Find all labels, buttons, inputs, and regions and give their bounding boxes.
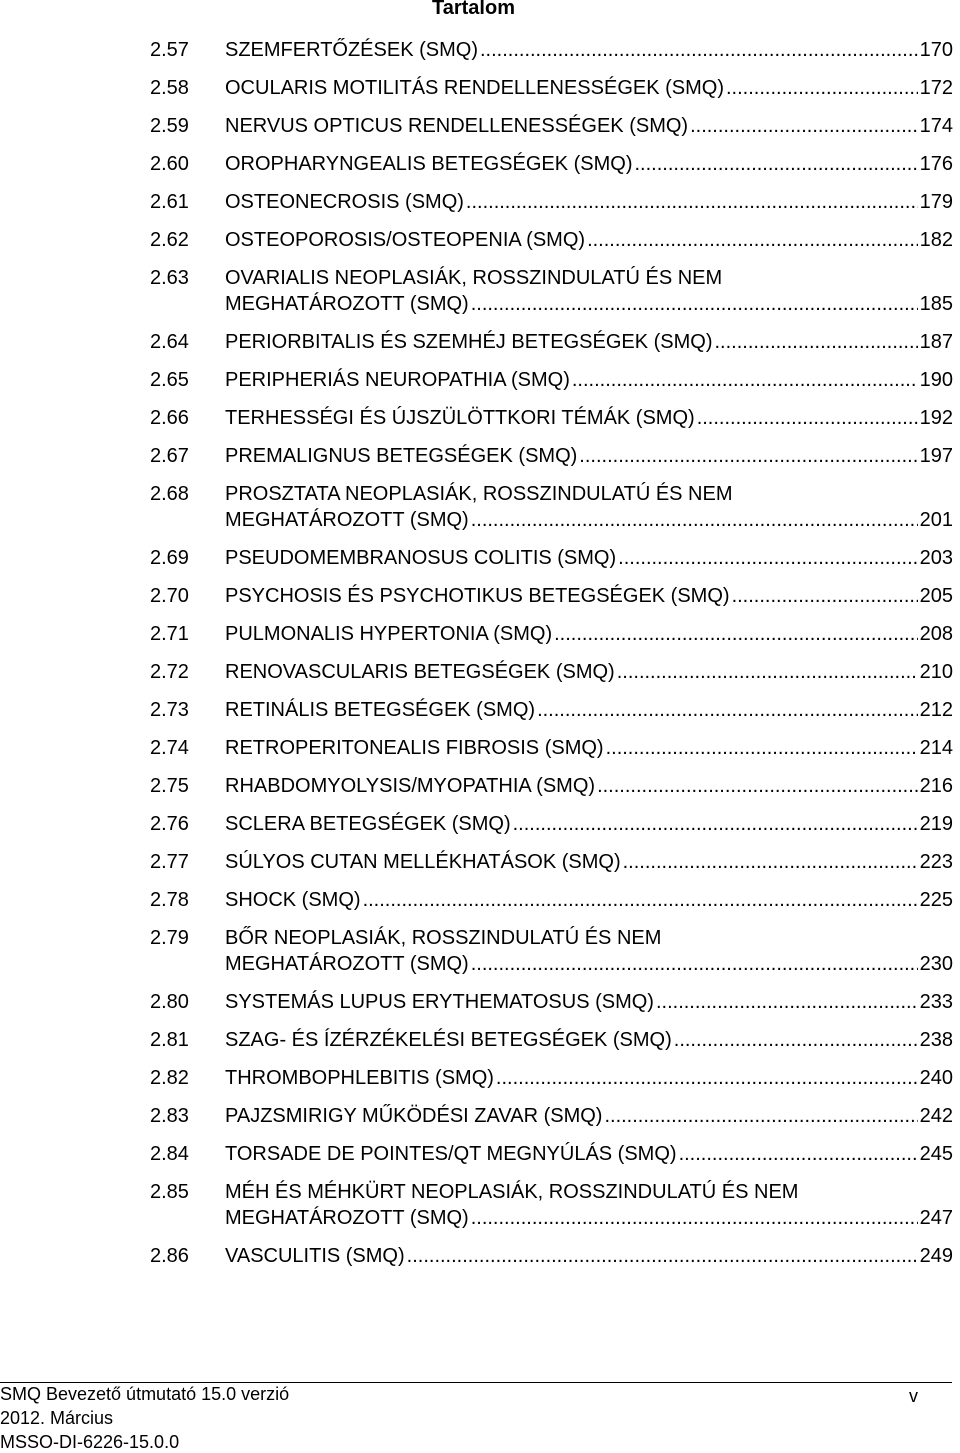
toc-entry-title-line: PROSZTATA NEOPLASIÁK, ROSSZINDULATÚ ÉS NEM xyxy=(225,483,733,505)
toc-entry-last-line xyxy=(225,697,953,723)
toc-entry-last-line xyxy=(225,811,953,837)
toc-entry-number: 2.58 xyxy=(150,77,189,99)
toc-entry[interactable] xyxy=(150,697,953,723)
toc-entry-last-line xyxy=(225,659,953,685)
toc-entry-number: 2.83 xyxy=(150,1105,189,1127)
toc-entry-page-number: 201 xyxy=(919,509,953,531)
toc-dot-leader xyxy=(726,75,918,101)
toc-dot-leader xyxy=(471,507,918,533)
toc-entry-title: OSTEOPOROSIS/OSTEOPENIA (SMQ) xyxy=(225,229,586,251)
toc-entry-body xyxy=(225,545,953,571)
toc-entry[interactable] xyxy=(150,621,953,647)
toc-dot-leader xyxy=(471,291,918,317)
toc-entry-number: 2.61 xyxy=(150,191,189,213)
toc-entry-title: PSEUDOMEMBRANOSUS COLITIS (SMQ) xyxy=(225,547,617,569)
toc-entry[interactable] xyxy=(150,37,953,63)
footer-document-title: SMQ Bevezető útmutató 15.0 verzió xyxy=(0,1384,290,1404)
toc-entry[interactable] xyxy=(150,1179,953,1231)
toc-entry-number: 2.72 xyxy=(150,661,189,683)
toc-entry-title: NERVUS OPTICUS RENDELLENESSÉGEK (SMQ) xyxy=(225,115,689,137)
toc-entry-title-line: MÉH ÉS MÉHKÜRT NEOPLASIÁK, ROSSZINDULATÚ ÉS NEM xyxy=(225,1181,799,1203)
toc-entry-last-line xyxy=(225,621,953,647)
toc-entry-body xyxy=(225,405,953,431)
toc-entry-last-line xyxy=(225,405,953,431)
toc-entry-page-number: 230 xyxy=(919,953,953,975)
toc-entry-body xyxy=(225,481,953,533)
toc-entry[interactable] xyxy=(150,545,953,571)
toc-entry-body xyxy=(225,621,953,647)
toc-entry-number: 2.69 xyxy=(150,547,189,569)
toc-entry-page-number: 247 xyxy=(919,1207,953,1229)
toc-entry-title: TERHESSÉGI ÉS ÚJSZÜLÖTTKORI TÉMÁK (SMQ) xyxy=(225,407,695,429)
toc-entry[interactable] xyxy=(150,151,953,177)
toc-entry-last-line xyxy=(225,1141,953,1167)
toc-dot-leader xyxy=(732,583,918,609)
toc-entry-body xyxy=(225,1141,953,1167)
toc-entry-title: PERIORBITALIS ÉS SZEMHÉJ BETEGSÉGEK (SMQ) xyxy=(225,331,713,353)
toc-dot-leader xyxy=(715,329,918,355)
toc-entry-title: RENOVASCULARIS BETEGSÉGEK (SMQ) xyxy=(225,661,615,683)
toc-entry-page-number: 192 xyxy=(919,407,953,429)
toc-entry[interactable] xyxy=(150,329,953,355)
toc-entry-number: 2.84 xyxy=(150,1143,189,1165)
toc-entry-body xyxy=(225,735,953,761)
toc-entry-title: SÚLYOS CUTAN MELLÉKHATÁSOK (SMQ) xyxy=(225,851,621,873)
toc-entry[interactable] xyxy=(150,113,953,139)
toc-entry-number: 2.64 xyxy=(150,331,189,353)
toc-entry-title: RETROPERITONEALIS FIBROSIS (SMQ) xyxy=(225,737,604,759)
toc-dot-leader xyxy=(587,227,918,253)
toc-entry-last-line xyxy=(225,75,953,101)
toc-entry-title: MEGHATÁROZOTT (SMQ) xyxy=(225,1207,469,1229)
toc-entry[interactable] xyxy=(150,189,953,215)
toc-entry-title: THROMBOPHLEBITIS (SMQ) xyxy=(225,1067,494,1089)
toc-entry-number: 2.78 xyxy=(150,889,189,911)
toc-dot-leader xyxy=(579,443,917,469)
toc-entry-page-number: 212 xyxy=(919,699,953,721)
toc-entry-number: 2.60 xyxy=(150,153,189,175)
toc-entry-page-number: 242 xyxy=(919,1105,953,1127)
toc-entry-body xyxy=(225,1103,953,1129)
toc-entry-body xyxy=(225,925,953,977)
toc-entry-body xyxy=(225,697,953,723)
toc-entry-title: OSTEONECROSIS (SMQ) xyxy=(225,191,464,213)
toc-entry-body xyxy=(225,583,953,609)
toc-entry-title-line: OVARIALIS NEOPLASIÁK, ROSSZINDULATÚ ÉS NEM xyxy=(225,267,723,289)
toc-entry-body xyxy=(225,989,953,1015)
toc-entry-last-line xyxy=(225,583,953,609)
toc-entry-number: 2.82 xyxy=(150,1067,189,1089)
toc-dot-leader xyxy=(471,1205,918,1231)
toc-entry[interactable] xyxy=(150,405,953,431)
toc-entry-page-number: 190 xyxy=(919,369,953,391)
toc-entry-title: TORSADE DE POINTES/QT MEGNYÚLÁS (SMQ) xyxy=(225,1143,677,1165)
toc-entry-last-line xyxy=(225,227,953,253)
toc-entry-title: PAJZSMIRIGY MŰKÖDÉSI ZAVAR (SMQ) xyxy=(225,1105,603,1127)
toc-entry-last-line xyxy=(225,887,953,913)
toc-dot-leader xyxy=(674,1027,918,1053)
toc-entry-title: SHOCK (SMQ) xyxy=(225,889,361,911)
toc-dot-leader xyxy=(363,887,918,913)
toc-dot-leader xyxy=(554,621,918,647)
toc-entry-page-number: 182 xyxy=(919,229,953,251)
toc-entry[interactable] xyxy=(150,443,953,469)
toc-entry-page-number: 179 xyxy=(919,191,953,213)
toc-dot-leader xyxy=(471,951,918,977)
toc-entry-last-line xyxy=(225,849,953,875)
toc-dot-leader xyxy=(606,735,918,761)
toc-dot-leader xyxy=(513,811,918,837)
toc-entry-title: MEGHATÁROZOTT (SMQ) xyxy=(225,509,469,531)
toc-entry[interactable] xyxy=(150,773,953,799)
toc-entry-last-line xyxy=(225,1243,953,1269)
toc-entry-body xyxy=(225,37,953,63)
toc-entry-number: 2.62 xyxy=(150,229,189,251)
toc-entry-last-line xyxy=(225,1205,953,1231)
toc-entry-number: 2.65 xyxy=(150,369,189,391)
page-header-title: Tartalom xyxy=(432,0,515,19)
toc-entry[interactable] xyxy=(150,367,953,393)
toc-entry-page-number: 249 xyxy=(919,1245,953,1267)
toc-entry-body xyxy=(225,659,953,685)
toc-entry-body xyxy=(225,1027,953,1053)
toc-entry-last-line xyxy=(225,367,953,393)
toc-entry[interactable] xyxy=(150,989,953,1015)
toc-entry-body xyxy=(225,265,953,317)
toc-entry-number: 2.75 xyxy=(150,775,189,797)
toc-entry-title: RETINÁLIS BETEGSÉGEK (SMQ) xyxy=(225,699,536,721)
toc-entry-title: SCLERA BETEGSÉGEK (SMQ) xyxy=(225,813,511,835)
toc-entry-title: MEGHATÁROZOTT (SMQ) xyxy=(225,953,469,975)
toc-entry-last-line xyxy=(225,291,953,317)
toc-entry-number: 2.74 xyxy=(150,737,189,759)
toc-entry-number: 2.68 xyxy=(150,483,189,505)
toc-entry-body xyxy=(225,849,953,875)
toc-entry[interactable] xyxy=(150,1027,953,1053)
toc-entry-title: PERIPHERIÁS NEUROPATHIA (SMQ) xyxy=(225,369,570,391)
toc-entry[interactable] xyxy=(150,1141,953,1167)
toc-entry-page-number: 238 xyxy=(919,1029,953,1051)
toc-entry[interactable] xyxy=(150,1243,953,1269)
toc-dot-leader xyxy=(618,545,917,571)
toc-entry-last-line xyxy=(225,113,953,139)
toc-entry[interactable] xyxy=(150,1065,953,1091)
toc-dot-leader xyxy=(480,37,918,63)
toc-entry-last-line xyxy=(225,507,953,533)
toc-entry[interactable] xyxy=(150,735,953,761)
toc-entry[interactable] xyxy=(150,75,953,101)
toc-dot-leader xyxy=(679,1141,918,1167)
toc-entry-page-number: 233 xyxy=(919,991,953,1013)
toc-entry-page-number: 174 xyxy=(919,115,953,137)
toc-dot-leader xyxy=(635,151,918,177)
toc-entry-number: 2.67 xyxy=(150,445,189,467)
toc-entry-last-line xyxy=(225,151,953,177)
toc-entry-number: 2.70 xyxy=(150,585,189,607)
toc-entry-page-number: 170 xyxy=(919,39,953,61)
toc-entry-body xyxy=(225,773,953,799)
toc-entry-body xyxy=(225,811,953,837)
toc-entry-number: 2.81 xyxy=(150,1029,189,1051)
toc-entry[interactable] xyxy=(150,227,953,253)
toc-entry-number: 2.73 xyxy=(150,699,189,721)
toc-dot-leader xyxy=(617,659,918,685)
toc-entry-number: 2.57 xyxy=(150,39,189,61)
footer-document-id: MSSO-DI-6226-15.0.0 xyxy=(0,1432,180,1452)
toc-entry-page-number: 205 xyxy=(919,585,953,607)
toc-dot-leader xyxy=(697,405,918,431)
toc-entry[interactable] xyxy=(150,925,953,977)
toc-entry[interactable] xyxy=(150,887,953,913)
footer-page-number: v xyxy=(909,1386,918,1406)
toc-dot-leader xyxy=(623,849,918,875)
toc-entry-last-line xyxy=(225,1103,953,1129)
toc-entry-number: 2.76 xyxy=(150,813,189,835)
toc-entry-page-number: 172 xyxy=(919,77,953,99)
toc-dot-leader xyxy=(537,697,918,723)
toc-dot-leader xyxy=(604,1103,917,1129)
toc-entry-page-number: 176 xyxy=(919,153,953,175)
toc-entry-number: 2.71 xyxy=(150,623,189,645)
toc-dot-leader xyxy=(572,367,918,393)
toc-entry-last-line xyxy=(225,735,953,761)
toc-entry-body xyxy=(225,887,953,913)
toc-entry-body xyxy=(225,189,953,215)
toc-entry[interactable] xyxy=(150,659,953,685)
toc-dot-leader xyxy=(597,773,918,799)
toc-entry-page-number: 197 xyxy=(919,445,953,467)
toc-dot-leader xyxy=(466,189,918,215)
toc-entry-last-line xyxy=(225,329,953,355)
toc-entry-body xyxy=(225,443,953,469)
toc-entry-page-number: 185 xyxy=(919,293,953,315)
table-of-contents xyxy=(0,37,960,1281)
toc-entry-title: MEGHATÁROZOTT (SMQ) xyxy=(225,293,469,315)
toc-entry-last-line xyxy=(225,443,953,469)
toc-entry-page-number: 219 xyxy=(919,813,953,835)
toc-entry-body xyxy=(225,1065,953,1091)
toc-entry[interactable] xyxy=(150,583,953,609)
toc-entry-last-line xyxy=(225,1065,953,1091)
toc-entry-page-number: 203 xyxy=(919,547,953,569)
toc-dot-leader xyxy=(496,1065,918,1091)
toc-entry-last-line xyxy=(225,189,953,215)
toc-entry-body xyxy=(225,113,953,139)
toc-entry-body xyxy=(225,151,953,177)
toc-entry-last-line xyxy=(225,951,953,977)
toc-entry-body xyxy=(225,227,953,253)
toc-dot-leader xyxy=(407,1243,918,1269)
toc-entry-body xyxy=(225,75,953,101)
toc-entry-number: 2.85 xyxy=(150,1181,189,1203)
toc-entry-number: 2.77 xyxy=(150,851,189,873)
toc-dot-leader xyxy=(656,989,918,1015)
toc-entry[interactable] xyxy=(150,481,953,533)
toc-entry[interactable] xyxy=(150,811,953,837)
toc-entry-page-number: 210 xyxy=(919,661,953,683)
toc-entry[interactable] xyxy=(150,1103,953,1129)
toc-entry-page-number: 245 xyxy=(919,1143,953,1165)
toc-entry-page-number: 216 xyxy=(919,775,953,797)
toc-entry[interactable] xyxy=(150,265,953,317)
toc-entry-body xyxy=(225,1179,953,1231)
toc-entry-title: OCULARIS MOTILITÁS RENDELLENESSÉGEK (SMQ) xyxy=(225,77,724,99)
toc-entry-page-number: 208 xyxy=(919,623,953,645)
toc-entry-title: SYSTEMÁS LUPUS ERYTHEMATOSUS (SMQ) xyxy=(225,991,654,1013)
toc-entry-number: 2.63 xyxy=(150,267,189,289)
toc-entry-page-number: 223 xyxy=(919,851,953,873)
footer-date: 2012. Március xyxy=(0,1408,114,1428)
toc-entry-page-number: 187 xyxy=(919,331,953,353)
toc-entry-title-line: BŐR NEOPLASIÁK, ROSSZINDULATÚ ÉS NEM xyxy=(225,927,662,949)
toc-entry-number: 2.59 xyxy=(150,115,189,137)
toc-entry-title: RHABDOMYOLYSIS/MYOPATHIA (SMQ) xyxy=(225,775,596,797)
toc-entry-last-line xyxy=(225,545,953,571)
toc-entry-number: 2.66 xyxy=(150,407,189,429)
toc-entry-title: PSYCHOSIS ÉS PSYCHOTIKUS BETEGSÉGEK (SMQ) xyxy=(225,585,730,607)
toc-entry-title: SZAG- ÉS ÍZÉRZÉKELÉSI BETEGSÉGEK (SMQ) xyxy=(225,1029,672,1051)
toc-entry-number: 2.80 xyxy=(150,991,189,1013)
toc-entry-body xyxy=(225,329,953,355)
toc-entry-title: PULMONALIS HYPERTONIA (SMQ) xyxy=(225,623,553,645)
toc-entry-last-line xyxy=(225,1027,953,1053)
toc-entry-title: VASCULITIS (SMQ) xyxy=(225,1245,405,1267)
toc-entry-page-number: 225 xyxy=(919,889,953,911)
toc-entry-last-line xyxy=(225,773,953,799)
toc-entry-title: PREMALIGNUS BETEGSÉGEK (SMQ) xyxy=(225,445,578,467)
toc-entry-number: 2.79 xyxy=(150,927,189,949)
toc-entry-number: 2.86 xyxy=(150,1245,189,1267)
toc-entry[interactable] xyxy=(150,849,953,875)
toc-entry-body xyxy=(225,1243,953,1269)
toc-entry-title: SZEMFERTŐZÉSEK (SMQ) xyxy=(225,39,478,61)
toc-entry-title: OROPHARYNGEALIS BETEGSÉGEK (SMQ) xyxy=(225,153,633,175)
toc-entry-last-line xyxy=(225,37,953,63)
toc-entry-body xyxy=(225,367,953,393)
toc-entry-page-number: 240 xyxy=(919,1067,953,1089)
toc-entry-page-number: 214 xyxy=(919,737,953,759)
toc-dot-leader xyxy=(690,113,918,139)
toc-entry-last-line xyxy=(225,989,953,1015)
